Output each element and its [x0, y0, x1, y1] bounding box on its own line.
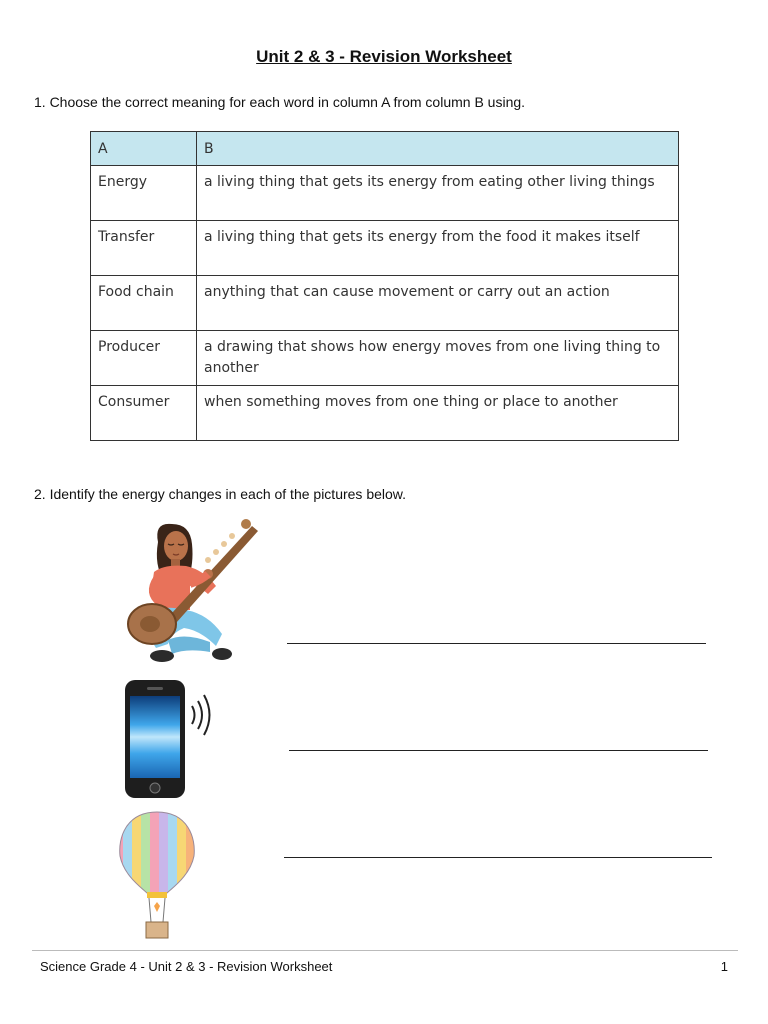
- definition-cell: a living thing that gets its energy from eating other living things: [197, 166, 679, 221]
- table-row: [91, 331, 679, 386]
- table-header-row: [91, 132, 679, 166]
- girl-playing-sitar-icon: [124, 514, 264, 670]
- table-row: [91, 276, 679, 331]
- term-cell: Producer: [91, 331, 197, 386]
- worksheet-title: Unit 2 & 3 - Revision Worksheet: [256, 47, 512, 66]
- definition-cell: a living thing that gets its energy from the food it makes itself: [197, 221, 679, 276]
- term-cell: Energy: [91, 166, 197, 221]
- answer-line[interactable]: [287, 643, 706, 644]
- hot-air-balloon-icon: [116, 810, 198, 940]
- page-number: 1: [720, 959, 728, 974]
- column-a-header: A: [91, 132, 197, 166]
- question-2-text: 2. Identify the energy changes in each of the pictures below.: [34, 486, 407, 502]
- definition-cell: a drawing that shows how energy moves from one living thing to another: [197, 331, 679, 386]
- term-cell: Transfer: [91, 221, 197, 276]
- definition-cell: anything that can cause movement or carry out an action: [197, 276, 679, 331]
- definition-cell: when something moves from one thing or place to another: [197, 386, 679, 441]
- question-1-text: 1. Choose the correct meaning for each word in column A from column B using.: [34, 94, 526, 110]
- mobile-phone-ringing-icon: [124, 678, 216, 800]
- footer-text: Science Grade 4 - Unit 2 & 3 - Revision Worksheet: [40, 959, 333, 974]
- term-cell: Food chain: [91, 276, 197, 331]
- answer-line[interactable]: [284, 857, 712, 858]
- matching-table: [90, 131, 679, 441]
- footer-divider: [32, 950, 738, 951]
- column-b-header: B: [197, 132, 679, 166]
- table-row: [91, 221, 679, 276]
- answer-line[interactable]: [289, 750, 708, 751]
- term-cell: Consumer: [91, 386, 197, 441]
- table-row: [91, 386, 679, 441]
- table-row: [91, 166, 679, 221]
